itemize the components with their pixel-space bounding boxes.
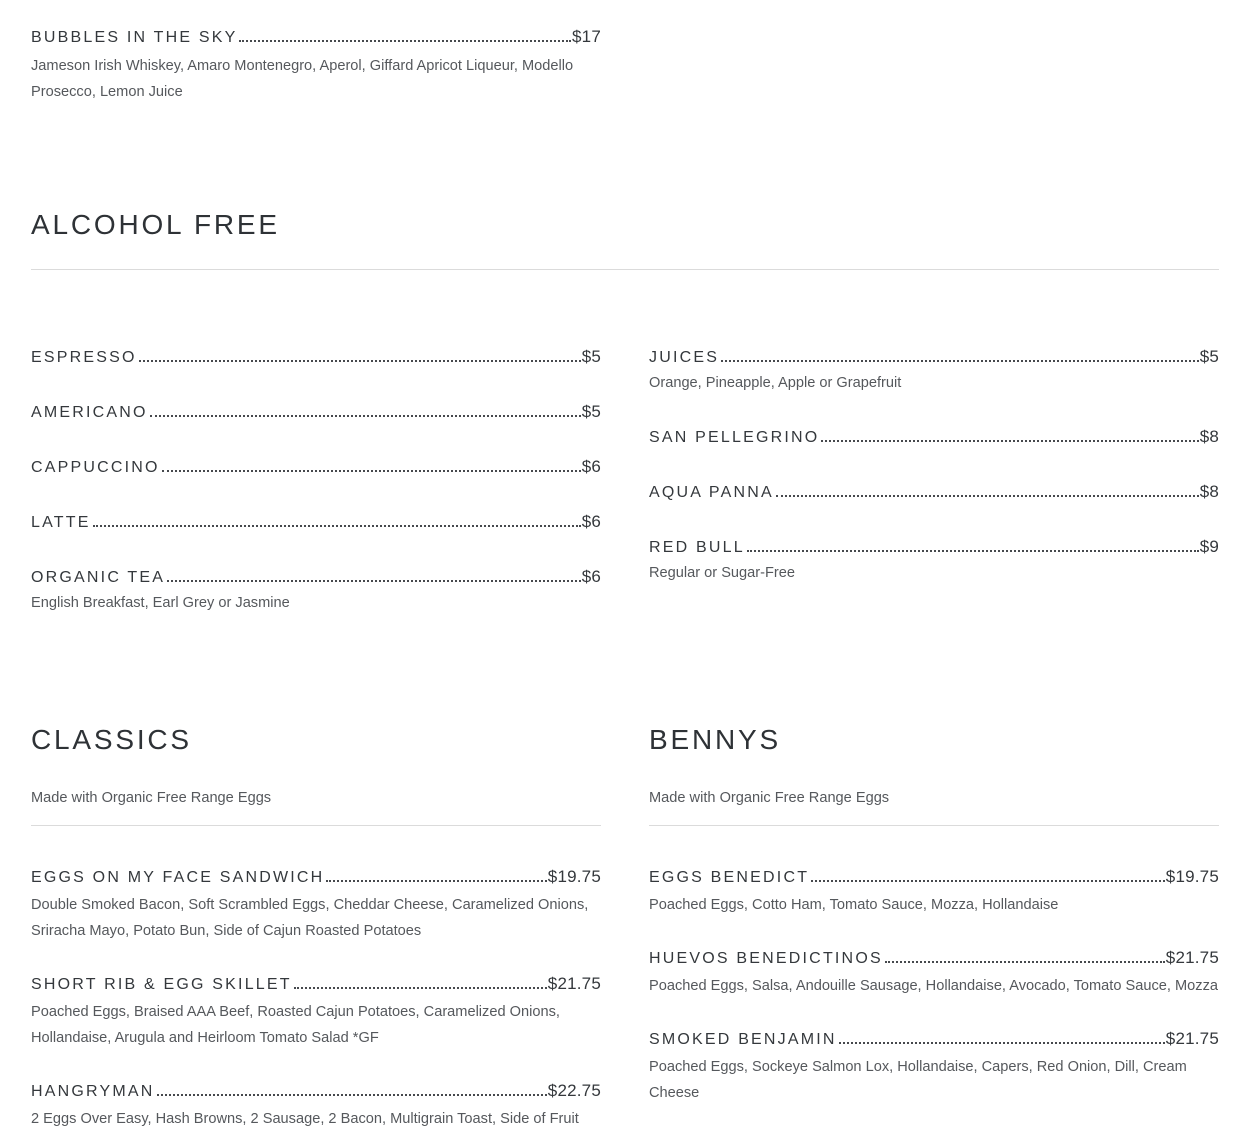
- menu-item-price: $5: [581, 402, 601, 421]
- menu-item-eggs-on-my-face-sandwich: [31, 865, 601, 944]
- menu-item-row: [649, 1027, 1219, 1052]
- menu-item-row: [649, 536, 1219, 559]
- dotted-leader: [821, 440, 1198, 442]
- dotted-leader: [776, 495, 1199, 497]
- dotted-leader: [150, 415, 581, 417]
- menu-item-description: Poached Eggs, Cotto Ham, Tomato Sauce, Mozza, Hollandaise: [649, 897, 1059, 913]
- section-divider: [31, 825, 601, 826]
- menu-item-san-pellegrino: [649, 426, 1219, 449]
- menu-item-description: Regular or Sugar-Free: [649, 565, 796, 581]
- menu-item-row: [649, 426, 1219, 449]
- menu-item-price: $8: [1199, 482, 1219, 501]
- menu-item-name: ORGANIC TEA: [31, 569, 166, 586]
- menu-item-description: Poached Eggs, Sockeye Salmon Lox, Hollandaise, Capers, Red Onion, Dill, Cream Cheese: [649, 1059, 1187, 1101]
- menu-item-red-bull: [649, 536, 1219, 584]
- section-title-alcohol-free: ALCOHOL FREE: [31, 209, 280, 240]
- menu-item-hangryman: [31, 1079, 601, 1131]
- menu-item-row: [31, 1079, 601, 1104]
- menu-item-price: $17: [572, 27, 601, 46]
- menu-item-aqua-panna: [649, 481, 1219, 504]
- section-title-bennys: BENNYS: [649, 724, 781, 755]
- menu-item-row: [31, 865, 601, 890]
- menu-item-row: [649, 865, 1219, 890]
- menu-item-name: AMERICANO: [31, 404, 148, 421]
- menu-item-latte: [31, 511, 601, 534]
- menu-item-name: ESPRESSO: [31, 349, 137, 366]
- menu-item-row: [31, 566, 601, 589]
- menu-item-name: EGGS ON MY FACE SANDWICH: [31, 869, 325, 886]
- menu-item-price: $19.75: [1165, 867, 1219, 886]
- dotted-leader: [885, 961, 1165, 963]
- menu-item-row: [649, 946, 1219, 971]
- menu-item-name: SHORT RIB & EGG SKILLET: [31, 976, 292, 993]
- menu-item-name: SMOKED BENJAMIN: [649, 1031, 837, 1048]
- menu-item-eggs-benedict: [649, 865, 1219, 918]
- menu-item-price: $21.75: [547, 974, 601, 993]
- menu-item-price: $8: [1199, 427, 1219, 446]
- menu-item-name: EGGS BENEDICT: [649, 869, 810, 886]
- menu-item-description: English Breakfast, Earl Grey or Jasmine: [31, 595, 290, 611]
- menu-item-price: $5: [581, 347, 601, 366]
- menu-item-row: [31, 346, 601, 369]
- menu-item-americano: [31, 401, 601, 424]
- dotted-leader: [167, 580, 581, 582]
- section-divider: [31, 269, 1219, 270]
- menu-item-name: LATTE: [31, 514, 91, 531]
- menu-item-row: [649, 346, 1219, 369]
- dotted-leader: [839, 1042, 1165, 1044]
- menu-item-price: $22.75: [547, 1081, 601, 1100]
- menu-item-organic-tea: [31, 566, 601, 614]
- top-section-left-column: [31, 26, 601, 105]
- menu-item-description: Orange, Pineapple, Apple or Grapefruit: [649, 375, 902, 391]
- section-subtitle: Made with Organic Free Range Eggs: [649, 790, 890, 806]
- menu-item-price: $21.75: [1165, 1029, 1219, 1048]
- menu-item-row: [649, 481, 1219, 504]
- menu-item-smoked-benjamin: [649, 1027, 1219, 1106]
- dotted-leader: [747, 550, 1199, 552]
- menu-item-name: RED BULL: [649, 539, 745, 556]
- dotted-leader: [721, 360, 1199, 362]
- dotted-leader: [811, 880, 1165, 882]
- menu-item-name: HANGRYMAN: [31, 1083, 155, 1100]
- menu-item-description: Double Smoked Bacon, Soft Scrambled Eggs, Cheddar Cheese, Caramelized Onions, Sriracha Mayo, Potato Bun, Side of Cajun Roasted Potatoes: [31, 897, 589, 939]
- menu-item-row: [31, 511, 601, 534]
- top-section: [31, 26, 1219, 105]
- menu-item-name: SAN PELLEGRINO: [649, 429, 820, 446]
- menu-item-price: $6: [581, 512, 601, 531]
- menu-item-price: $21.75: [1165, 948, 1219, 967]
- bennys-section: [649, 720, 1219, 1131]
- menu-item-description: Poached Eggs, Braised AAA Beef, Roasted Cajun Potatoes, Caramelized Onions, Hollandaise, Arugula and Heirloom Tomato Salad *GF: [31, 1004, 560, 1046]
- dotted-leader: [294, 987, 547, 989]
- classics-section: [31, 720, 601, 1131]
- alcohol-free-columns: [31, 346, 1219, 646]
- menu-item-name: AQUA PANNA: [649, 484, 774, 501]
- menu-item-description: 2 Eggs Over Easy, Hash Browns, 2 Sausage, 2 Bacon, Multigrain Toast, Side of Fruit: [31, 1111, 579, 1127]
- dotted-leader: [326, 880, 546, 882]
- dotted-leader: [139, 360, 581, 362]
- lower-sections: [31, 720, 1219, 1131]
- menu-item-name: CAPPUCCINO: [31, 459, 160, 476]
- top-section-right-column: [649, 26, 1219, 105]
- menu-item-price: $19.75: [547, 867, 601, 886]
- dotted-leader: [93, 525, 581, 527]
- menu-item-price: $6: [581, 567, 601, 586]
- menu-item-short-rib-egg-skillet: [31, 972, 601, 1051]
- menu-item-price: $5: [1199, 347, 1219, 366]
- menu-item-name: JUICES: [649, 349, 720, 366]
- menu-item-price: $9: [1199, 537, 1219, 556]
- menu-item-price: $6: [581, 457, 601, 476]
- menu-item-description: Poached Eggs, Salsa, Andouille Sausage, Hollandaise, Avocado, Tomato Sauce, Mozza: [649, 978, 1218, 994]
- menu-item-espresso: [31, 346, 601, 369]
- menu-item-name: HUEVOS BENEDICTINOS: [649, 950, 883, 967]
- section-subtitle: Made with Organic Free Range Eggs: [31, 790, 272, 806]
- menu-item-juices: [649, 346, 1219, 394]
- dotted-leader: [239, 40, 571, 42]
- dotted-leader: [162, 470, 581, 472]
- menu-item-bubbles-in-the-sky: [31, 26, 601, 105]
- menu-item-description: Jameson Irish Whiskey, Amaro Montenegro, Aperol, Giffard Apricot Liqueur, Modello Prosecco, Lemon Juice: [31, 58, 574, 100]
- alcohol-free-right-column: [649, 346, 1219, 646]
- menu-item-cappuccino: [31, 456, 601, 479]
- section-divider: [649, 825, 1219, 826]
- menu-item-row: [31, 972, 601, 997]
- menu-item-huevos-benedictinos: [649, 946, 1219, 999]
- menu-item-row: [31, 401, 601, 424]
- dotted-leader: [157, 1094, 547, 1096]
- alcohol-free-left-column: [31, 346, 601, 646]
- section-title-classics: CLASSICS: [31, 724, 192, 755]
- menu-item-row: [31, 26, 601, 49]
- menu-item-name: BUBBLES IN THE SKY: [31, 29, 238, 46]
- menu-item-row: [31, 456, 601, 479]
